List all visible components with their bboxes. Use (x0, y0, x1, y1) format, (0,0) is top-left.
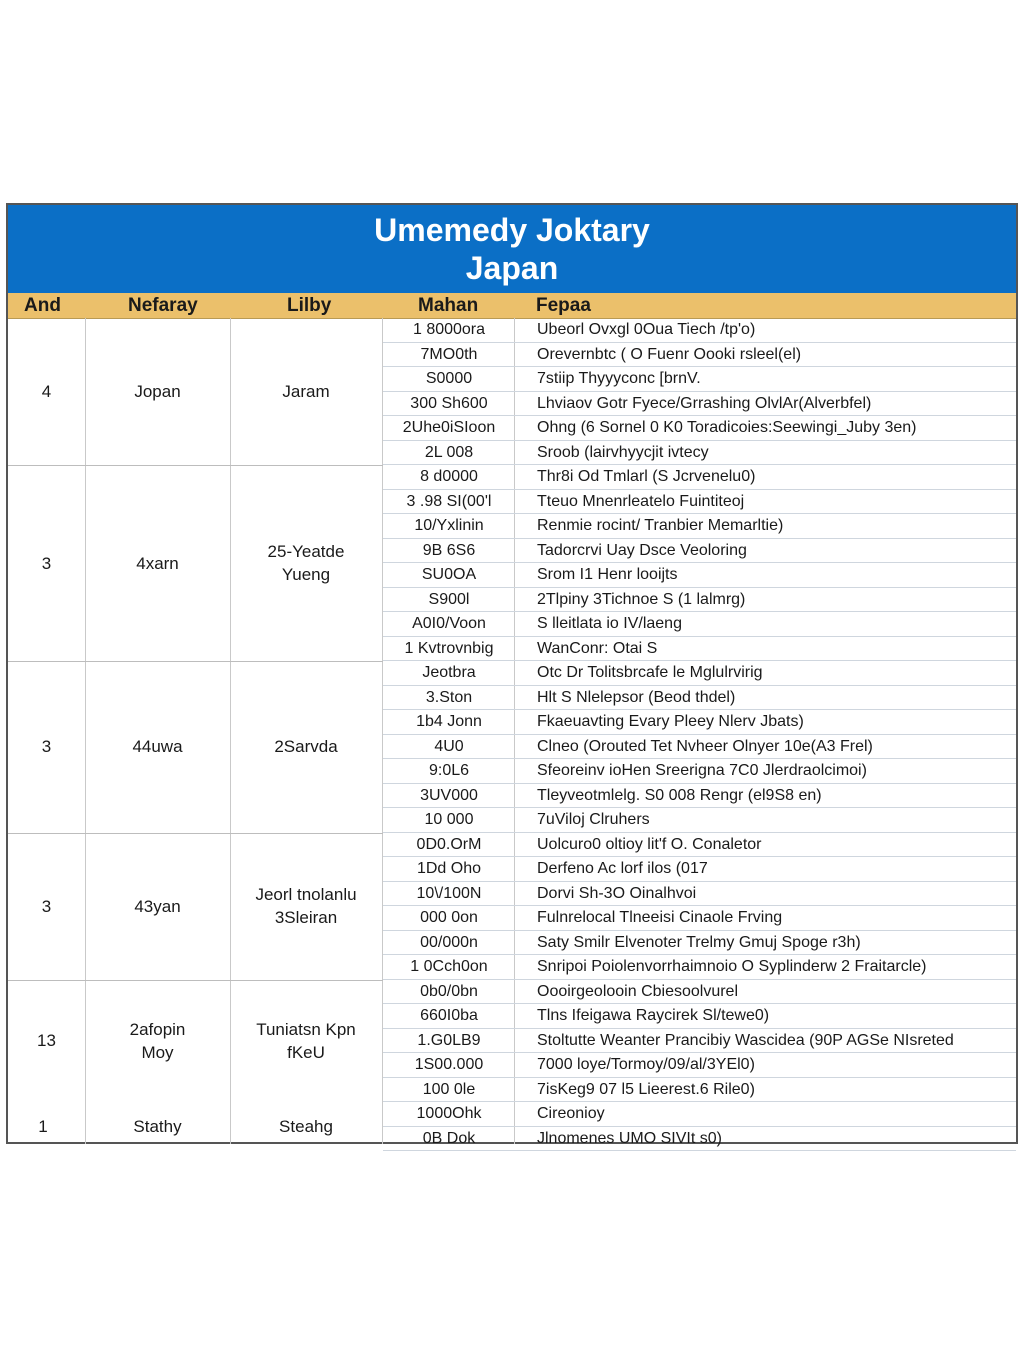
row-code: S0000 (425, 370, 473, 387)
row-code: 3.Ston (425, 688, 473, 706)
row-code: 8 d0000 (420, 468, 478, 485)
group-name-text: Jopan (134, 382, 181, 401)
group-region (230, 980, 382, 1103)
row-code: 00/000n (420, 933, 478, 951)
row-description: 7uViloj Clruhers (537, 811, 650, 828)
row-code: 3UV000 (420, 786, 478, 804)
row-code: 4U0 (434, 737, 464, 755)
table-row (383, 563, 1016, 588)
group-number-text: 3 (41, 553, 52, 573)
row-description: Fkaeuavting Evary Pleey Nlerv Jbats) (537, 713, 804, 730)
row-description: Ohng (6 Sornel 0 K0 Toradicoies:Seewingi_Juby 3en) (537, 419, 917, 436)
group-region (230, 465, 382, 661)
group-number (8, 465, 85, 661)
row-description: Tleyveotmlelg. S0 008 Rengr (el9S8 en) (537, 786, 822, 804)
table-row (383, 367, 1016, 392)
column-header-and: And (24, 295, 61, 316)
group-name-text: 43yan (134, 896, 181, 916)
group-region-text: fKeU (287, 1042, 325, 1062)
row-code: 2L 008 (424, 443, 474, 461)
row-description: Uolcuro0 oltioy lit'f O. Conaletor (537, 835, 762, 853)
table-row (383, 955, 1016, 980)
row-description: Thr8i Od Tmlarl (S Jcrvenelu0) (537, 468, 756, 485)
row-code: SU0OA (421, 566, 477, 583)
table-body (8, 318, 1016, 1147)
row-code: 1.G0LB9 (417, 1031, 481, 1049)
row-description: Orevernbtc ( O Fuenr Oooki rsleel(el) (537, 345, 802, 363)
table-sheet (6, 203, 1018, 1147)
table-row (383, 612, 1016, 637)
table-row (383, 1078, 1016, 1103)
row-description: Derfeno Ac lorf ilos (017 (537, 860, 708, 877)
table-row (383, 1004, 1016, 1029)
group-number-text: 3 (41, 737, 52, 757)
column-header-nefaray: Nefaray (128, 295, 198, 316)
row-code: 10/Yxlinin (414, 517, 484, 534)
row-code: 10 000 (424, 811, 474, 828)
table-row (383, 857, 1016, 882)
group-name (85, 1102, 230, 1151)
group-region (230, 833, 382, 980)
group-region-text: Yueng (281, 565, 331, 584)
row-code: 0b0/0bn (420, 982, 478, 1000)
row-code: 0D0.OrM (416, 835, 482, 853)
group-region-text: Steahg (279, 1117, 333, 1136)
row-code: 660I0ba (420, 1007, 478, 1024)
row-code: 1000Ohk (416, 1105, 482, 1122)
group-number (8, 661, 85, 833)
group-name-text: 4xarn (136, 553, 179, 573)
row-code: 100 0le (422, 1080, 476, 1098)
row-code: 1 0Cch0on (410, 958, 488, 975)
table-row (383, 539, 1016, 564)
table-row (383, 833, 1016, 858)
row-description: WanConr: Otai S (537, 639, 658, 657)
row-description: Fulnrelocal Tlneeisi Cinaole Frving (537, 909, 783, 926)
group-number (8, 833, 85, 980)
group-name-text: 2afopin (129, 1019, 186, 1039)
table-row (383, 686, 1016, 711)
table-row (383, 784, 1016, 809)
column-header-fepaa: Fepaa (536, 295, 591, 316)
row-code: 3 .98 SI(00'l (406, 492, 492, 510)
row-description: Sroob (lairvhyycjit ivtecy (537, 443, 709, 461)
group-number (8, 980, 85, 1103)
group-region-text: 2Sarvda (274, 737, 338, 757)
group-region-text: Jeorl tnolanlu (255, 885, 357, 904)
row-description: Stoltutte Weanter Prancibiy Wascidea (90P AGSe NIsreted (537, 1031, 954, 1049)
group-name-text: Stathy (133, 1117, 182, 1136)
group-region (230, 318, 382, 465)
table-row (383, 735, 1016, 760)
row-description: 7000 loye/Tormoy/09/al/3YEl0) (537, 1056, 755, 1073)
group-number (8, 318, 85, 465)
row-description: 7stiip Thyyyconc [brnV. (537, 370, 701, 387)
table-row (383, 808, 1016, 833)
table-row (383, 343, 1016, 368)
row-description: Tlns Ifeigawa Raycirek Sl/tewe0) (537, 1007, 770, 1024)
group-name (85, 833, 230, 980)
row-description: Sfeoreinv ioHen Sreerigna 7C0 Jlerdraolcimoi) (537, 762, 867, 779)
row-code: 0B Dok (422, 1129, 476, 1147)
row-description: Hlt S Nlelepsor (Beod thdel) (537, 688, 736, 706)
table-row (383, 465, 1016, 490)
row-code: 7MO0th (420, 345, 478, 363)
row-description: 2Tlpiny 3Tichnoe S (1 lalmrg) (537, 590, 746, 608)
table-row (383, 441, 1016, 466)
row-description: Cireonioy (537, 1105, 605, 1122)
row-code: 9:0L6 (428, 762, 470, 779)
group-number-text: 3 (41, 896, 52, 916)
row-description: S lleitlata io IV/laeng (537, 615, 682, 632)
row-description: Dorvi Sh-3O Oinalhvoi (537, 884, 697, 902)
table-row (383, 392, 1016, 417)
row-description: Saty Smilr Elvenoter Trelmy Gmuj Spoge r3h) (537, 933, 861, 951)
row-description: Renmie rocint/ Tranbier Memarltie) (537, 517, 784, 534)
row-code: 9B 6S6 (422, 541, 476, 559)
group-region (230, 1102, 382, 1151)
row-code: 1b4 Jonn (416, 713, 482, 730)
group-name (85, 318, 230, 465)
row-code: 10\/100N (416, 884, 482, 902)
group-region-text: Jaram (282, 382, 330, 401)
row-description: Otc Dr Tolitsbrcafe le Mglulrvirig (537, 664, 763, 681)
table-row (383, 318, 1016, 343)
column-header-row (8, 293, 1016, 319)
group-number-text: 13 (37, 1031, 56, 1051)
group-name (85, 980, 230, 1103)
table-row (383, 514, 1016, 539)
row-description: Oooirgeolooin Cbiesoolvurel (537, 982, 739, 1000)
table-row (383, 588, 1016, 613)
row-code: 2Uhe0iSIoon (402, 419, 496, 436)
table-row (383, 1127, 1016, 1152)
row-description: 7isKeg9 07 l5 Lieerest.6 Rile0) (537, 1080, 755, 1098)
group-region-text: 3Sleiran (274, 908, 338, 927)
row-description: Tadorcrvi Uay Dsce Veoloring (537, 541, 747, 559)
row-description: Tteuo Mnenrleatelo Fuintiteoj (537, 492, 745, 510)
table-row (383, 1053, 1016, 1078)
table-row (383, 416, 1016, 441)
row-description: Jlnomenes UMO SIVIt s0) (537, 1129, 722, 1147)
table-row (383, 490, 1016, 515)
group-number-text: 4 (41, 382, 52, 401)
row-description: Snripoi Poiolenvorrhaimnoio O Syplinderw 2 Fraitarcle) (537, 958, 927, 975)
group-region-text: Tuniatsn Kpn (256, 1019, 356, 1039)
row-code: S900l (428, 590, 470, 608)
group-name (85, 465, 230, 661)
group-region (230, 661, 382, 833)
table-row (383, 637, 1016, 662)
row-code: 1 Kvtrovnbig (404, 639, 494, 657)
table-row (383, 661, 1016, 686)
row-code: 1Dd Oho (416, 860, 482, 877)
group-number (8, 1102, 78, 1151)
table-row (383, 759, 1016, 784)
row-code: 1 8000ora (412, 321, 486, 338)
table-row (383, 882, 1016, 907)
group-name-text: 44uwa (132, 737, 183, 757)
table-row (383, 1029, 1016, 1054)
table-row (383, 931, 1016, 956)
row-code: A0I0/Voon (412, 615, 486, 632)
table-row (383, 980, 1016, 1005)
row-description: Clneo (Orouted Tet Nvheer Olnyer 10e(A3 Frel) (537, 737, 873, 755)
table-row (383, 1102, 1016, 1127)
column-header-lilby: Lilby (287, 295, 332, 316)
page-subtitle: Japan (465, 250, 559, 286)
group-number-text: 1 (38, 1117, 48, 1136)
group-name-text: Moy (141, 1042, 174, 1062)
row-code: 300 Sh600 (410, 394, 488, 412)
row-code: 1S00.000 (414, 1056, 484, 1073)
row-code: Jeotbra (422, 664, 476, 681)
table-row (383, 710, 1016, 735)
group-region-text: 25-Yeatde (267, 542, 345, 561)
title-banner (8, 205, 1016, 293)
row-description: Srom I1 Henr looijts (537, 566, 678, 583)
table-row (383, 906, 1016, 931)
column-header-mahan: Mahan (418, 295, 479, 316)
row-code: 000 0on (420, 909, 478, 926)
row-description: Ubeorl Ovxgl 0Oua Tiech /tp'o) (537, 321, 756, 338)
row-description: Lhviaov Gotr Fyece/Grrashing OlvlAr(Alverbfel) (537, 394, 872, 412)
page-title: Umemedy Joktary (374, 212, 650, 248)
group-name (85, 661, 230, 833)
